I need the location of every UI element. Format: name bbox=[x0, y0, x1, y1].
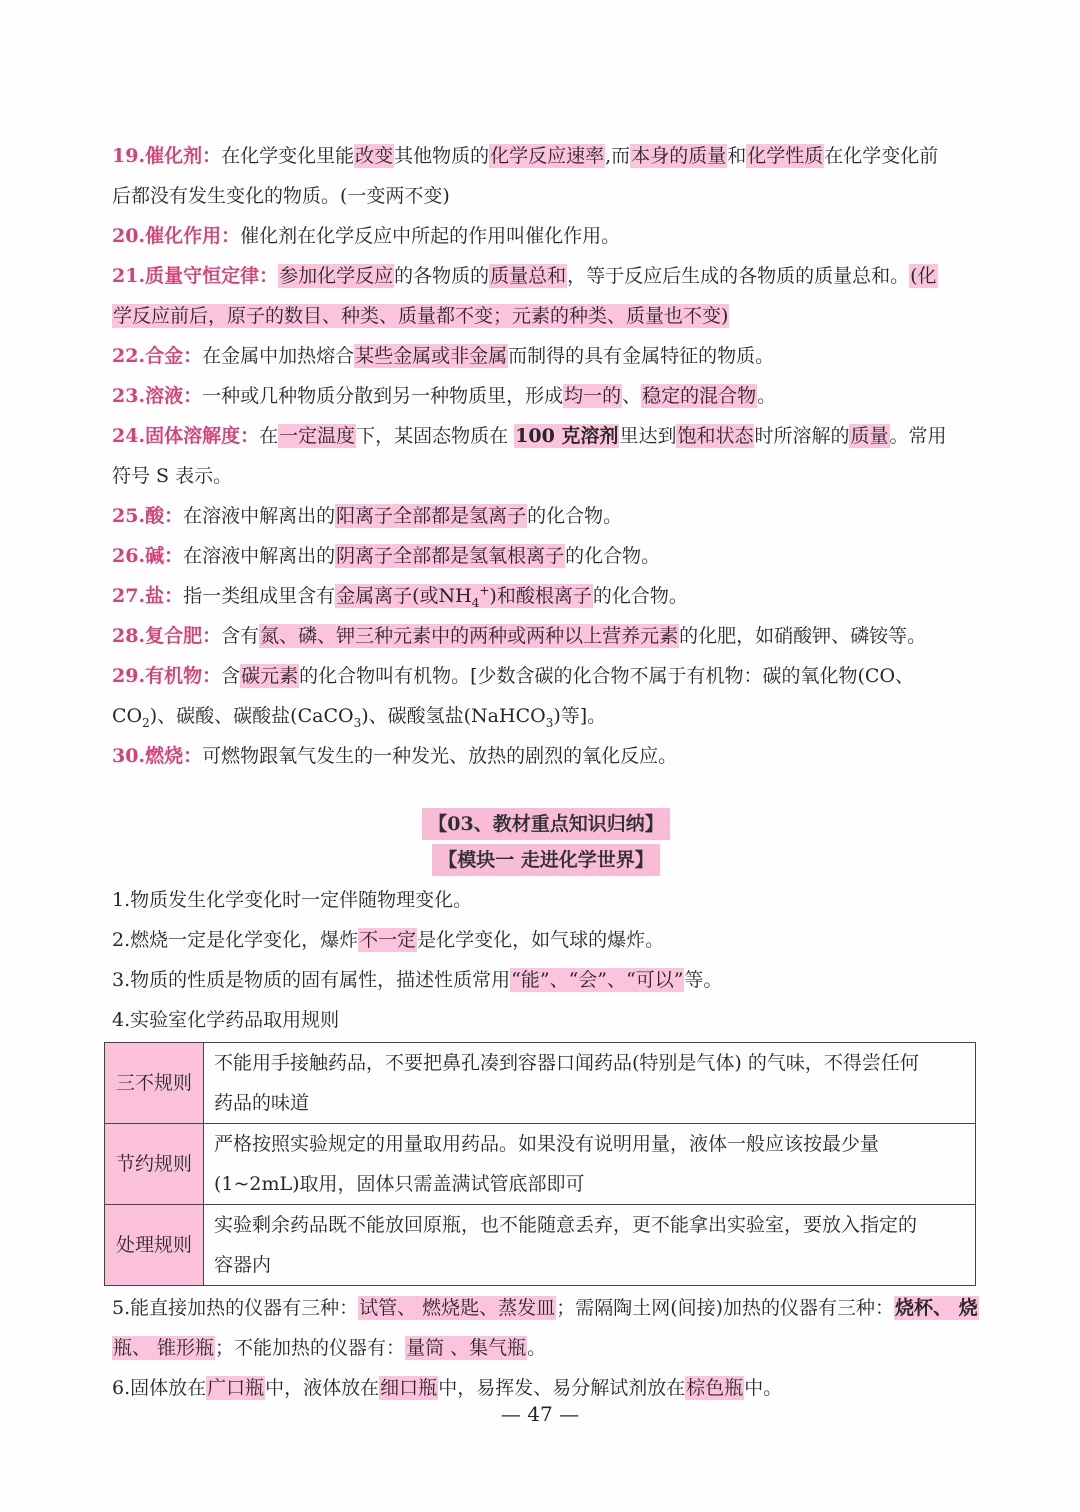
text: 里达到 bbox=[619, 425, 677, 447]
term: 盐： bbox=[145, 585, 184, 607]
rule-label: 三不规则 bbox=[105, 1043, 204, 1124]
text: 的化合物。 bbox=[592, 585, 688, 607]
text: 等。 bbox=[684, 969, 723, 991]
term: 酸： bbox=[145, 505, 184, 527]
item-number: 26. bbox=[112, 545, 146, 567]
text: 是化学变化，如气球的爆炸。 bbox=[417, 929, 665, 951]
text: 6.固体放在 bbox=[112, 1377, 207, 1399]
text: 的化合物。 bbox=[527, 505, 623, 527]
rule-text bbox=[204, 1205, 976, 1286]
text: CO bbox=[112, 705, 143, 727]
highlight: 棕色瓶 bbox=[686, 1377, 744, 1399]
text: 含 bbox=[221, 665, 241, 687]
subscript: 3 bbox=[353, 715, 362, 730]
text: 在溶液中解离出的 bbox=[183, 545, 336, 567]
text: 可燃物跟氧气发生的一种发光、放热的剧烈的氧化反应。 bbox=[202, 745, 678, 767]
text: )等]。 bbox=[553, 705, 607, 727]
text: 指一类组成里含有 bbox=[183, 585, 336, 607]
rule-text-line: 容器内 bbox=[214, 1254, 272, 1276]
point-2 bbox=[112, 920, 980, 960]
text: 3.物质的性质是物质的固有属性，描述性质常用 bbox=[112, 969, 511, 991]
item-number: 21. bbox=[112, 265, 146, 287]
subscript: 2 bbox=[142, 715, 150, 730]
highlight: 质量总和 bbox=[490, 265, 567, 287]
text: 的化肥，如硝酸钾、磷铵等。 bbox=[679, 625, 927, 647]
highlight: 100 克溶剂 bbox=[515, 425, 619, 447]
module-heading: 【模块一 走进化学世界】 bbox=[432, 844, 660, 876]
item-number: 22. bbox=[112, 345, 146, 367]
rule-text-line: 严格按照实验规定的用量取用药品。如果没有说明用量，液体一般应该按最少量 bbox=[214, 1133, 880, 1155]
text: 中。 bbox=[744, 1377, 783, 1399]
definition-24-line2: 符号 S 表示。 bbox=[112, 465, 233, 487]
item-number: 30. bbox=[112, 745, 146, 767]
text: 下，某固态物质在 bbox=[356, 425, 515, 447]
term: 有机物： bbox=[145, 665, 222, 687]
text: 在溶液中解离出的 bbox=[183, 505, 336, 527]
section-heading: 【03、教材重点知识归纳】 bbox=[422, 808, 669, 840]
highlight: 烧杯、 烧 bbox=[895, 1297, 978, 1319]
highlight: 不一定 bbox=[359, 929, 417, 951]
highlight: 均一的 bbox=[564, 385, 622, 407]
subscript: 4 bbox=[471, 595, 480, 610]
text: 催化剂在化学反应中所起的作用叫催化作用。 bbox=[240, 225, 621, 247]
highlight: 试管、 燃烧匙、蒸发皿 bbox=[359, 1297, 556, 1319]
definition-22 bbox=[112, 336, 980, 376]
highlight: 广口瓶 bbox=[207, 1377, 265, 1399]
highlight: 某些金属或非金属 bbox=[355, 345, 508, 367]
definition-29 bbox=[112, 656, 980, 696]
text: 中，易挥发、易分解试剂放在 bbox=[438, 1377, 686, 1399]
item-number: 28. bbox=[112, 625, 146, 647]
point-1: 1.物质发生化学变化时一定伴随物理变化。 bbox=[112, 889, 473, 911]
highlight: 化学性质 bbox=[747, 145, 824, 167]
text: 。 bbox=[527, 1337, 547, 1359]
highlight-text: )和酸根离子 bbox=[489, 585, 592, 607]
text: 、 bbox=[622, 385, 642, 407]
term: 固体溶解度： bbox=[145, 425, 260, 447]
text: )、碳酸、碳酸盐(CaCO bbox=[149, 705, 354, 727]
subscript: 3 bbox=[545, 715, 554, 730]
text: 而制得的具有金属特征的物质。 bbox=[508, 345, 775, 367]
content-area bbox=[112, 136, 980, 1408]
highlight: 量筒 、集气瓶 bbox=[406, 1337, 527, 1359]
highlight: 阳离子全部都是氢离子 bbox=[336, 505, 527, 527]
rule-text-line: 不能用手接触药品，不要把鼻孔凑到容器口闻药品(特别是气体) 的气味，不得尝任何 bbox=[214, 1052, 919, 1074]
rule-text-line: 实验剩余药品既不能放回原瓶，也不能随意丢弃，更不能拿出实验室，要放入指定的 bbox=[214, 1214, 918, 1236]
point-5 bbox=[112, 1288, 980, 1328]
term: 合金： bbox=[145, 345, 203, 367]
text: 其他物质的 bbox=[394, 145, 490, 167]
text: 的各物质的 bbox=[394, 265, 490, 287]
point-5-line2 bbox=[112, 1328, 980, 1368]
rules-table bbox=[104, 1042, 976, 1286]
text: 的化合物。 bbox=[565, 545, 661, 567]
highlight bbox=[335, 584, 593, 608]
highlight: 饱和状态 bbox=[677, 425, 754, 447]
highlight: 学反应前后，原子的数目、种类、质量都不变；元素的种类、质量也不变) bbox=[113, 305, 729, 327]
point-3 bbox=[112, 960, 980, 1000]
highlight: 化学反应速率 bbox=[490, 145, 605, 167]
definition-19 bbox=[112, 136, 980, 176]
highlight: “能”、“会”、“可以” bbox=[511, 969, 684, 991]
text: 中，液体放在 bbox=[265, 1377, 380, 1399]
text: ；需隔陶土网(间接)加热的仪器有三种： bbox=[556, 1297, 895, 1319]
text: 在化学变化里能 bbox=[221, 145, 355, 167]
term: 燃烧： bbox=[145, 745, 203, 767]
highlight: (化 bbox=[910, 265, 937, 287]
text: 时所溶解的 bbox=[754, 425, 850, 447]
definition-25 bbox=[112, 496, 980, 536]
item-number: 19. bbox=[112, 145, 146, 167]
definition-30 bbox=[112, 736, 980, 776]
text: 在 bbox=[259, 425, 279, 447]
table-row bbox=[105, 1124, 976, 1205]
text: 一种或几种物质分散到另一种物质里，形成 bbox=[202, 385, 564, 407]
highlight: 阴离子全部都是氢氧根离子 bbox=[336, 545, 565, 567]
item-number: 25. bbox=[112, 505, 146, 527]
rule-text bbox=[204, 1043, 976, 1124]
rule-text bbox=[204, 1124, 976, 1205]
table-row bbox=[105, 1205, 976, 1286]
text: ,而 bbox=[605, 145, 631, 167]
definition-21-line2 bbox=[112, 296, 980, 336]
rule-text-line: 药品的味道 bbox=[214, 1092, 310, 1114]
point-4: 4.实验室化学药品取用规则 bbox=[112, 1009, 340, 1031]
text: 。 bbox=[757, 385, 777, 407]
text: ；不能加热的仪器有： bbox=[215, 1337, 406, 1359]
rule-label: 节约规则 bbox=[105, 1124, 204, 1205]
highlight: 质量 bbox=[850, 425, 889, 447]
text: ，等于反应后生成的各物质的质量总和。 bbox=[567, 265, 910, 287]
text: 在金属中加热熔合 bbox=[202, 345, 355, 367]
text: 。常用 bbox=[889, 425, 947, 447]
text: 的化合物叫有机物。[少数含碳的化合物不属于有机物：碳的氧化物(CO、 bbox=[299, 665, 915, 687]
highlight: 氮、磷、钾三种元素中的两种或两种以上营养元素 bbox=[260, 625, 679, 647]
definition-19-line2: 后都没有发生变化的物质。(一变两不变) bbox=[112, 185, 450, 207]
definition-23 bbox=[112, 376, 980, 416]
highlight: 本身的质量 bbox=[631, 145, 727, 167]
definition-26 bbox=[112, 536, 980, 576]
definition-20 bbox=[112, 216, 980, 256]
text: 2.燃烧一定是化学变化，爆炸 bbox=[112, 929, 359, 951]
text: 含有 bbox=[221, 625, 260, 647]
term: 复合肥： bbox=[145, 625, 222, 647]
definition-27 bbox=[112, 576, 980, 616]
highlight: 稳定的混合物 bbox=[642, 385, 757, 407]
item-number: 20. bbox=[112, 225, 146, 247]
rule-label: 处理规则 bbox=[105, 1205, 204, 1286]
superscript: + bbox=[479, 583, 490, 598]
highlight: 瓶、 锥形瓶 bbox=[113, 1337, 215, 1359]
definition-28 bbox=[112, 616, 980, 656]
highlight: 碳元素 bbox=[241, 665, 299, 687]
term: 质量守恒定律： bbox=[145, 265, 279, 287]
highlight-text: 金属离子(或NH bbox=[336, 585, 472, 607]
item-number: 23. bbox=[112, 385, 146, 407]
rule-text-line: (1~2mL)取用，固体只需盖满试管底部即可 bbox=[214, 1173, 585, 1195]
item-number: 24. bbox=[112, 425, 146, 447]
term: 催化作用： bbox=[145, 225, 241, 247]
text: 在化学变化前 bbox=[824, 145, 939, 167]
highlight: 参加化学反应 bbox=[279, 265, 394, 287]
term: 碱： bbox=[145, 545, 184, 567]
term: 催化剂： bbox=[145, 145, 222, 167]
highlight: 细口瓶 bbox=[380, 1377, 438, 1399]
page-number: — 47 — bbox=[500, 1402, 580, 1426]
text: )、碳酸氢盐(NaHCO bbox=[361, 705, 546, 727]
term: 溶液： bbox=[145, 385, 203, 407]
definition-29-line2 bbox=[112, 696, 980, 736]
text: 5.能直接加热的仪器有三种： bbox=[112, 1297, 359, 1319]
highlight: 改变 bbox=[355, 145, 394, 167]
definition-21 bbox=[112, 256, 980, 296]
text: 和 bbox=[727, 145, 747, 167]
table-row bbox=[105, 1043, 976, 1124]
item-number: 27. bbox=[112, 585, 146, 607]
definition-24 bbox=[112, 416, 980, 456]
item-number: 29. bbox=[112, 665, 146, 687]
highlight: 一定温度 bbox=[279, 425, 356, 447]
section-headings bbox=[112, 806, 980, 878]
